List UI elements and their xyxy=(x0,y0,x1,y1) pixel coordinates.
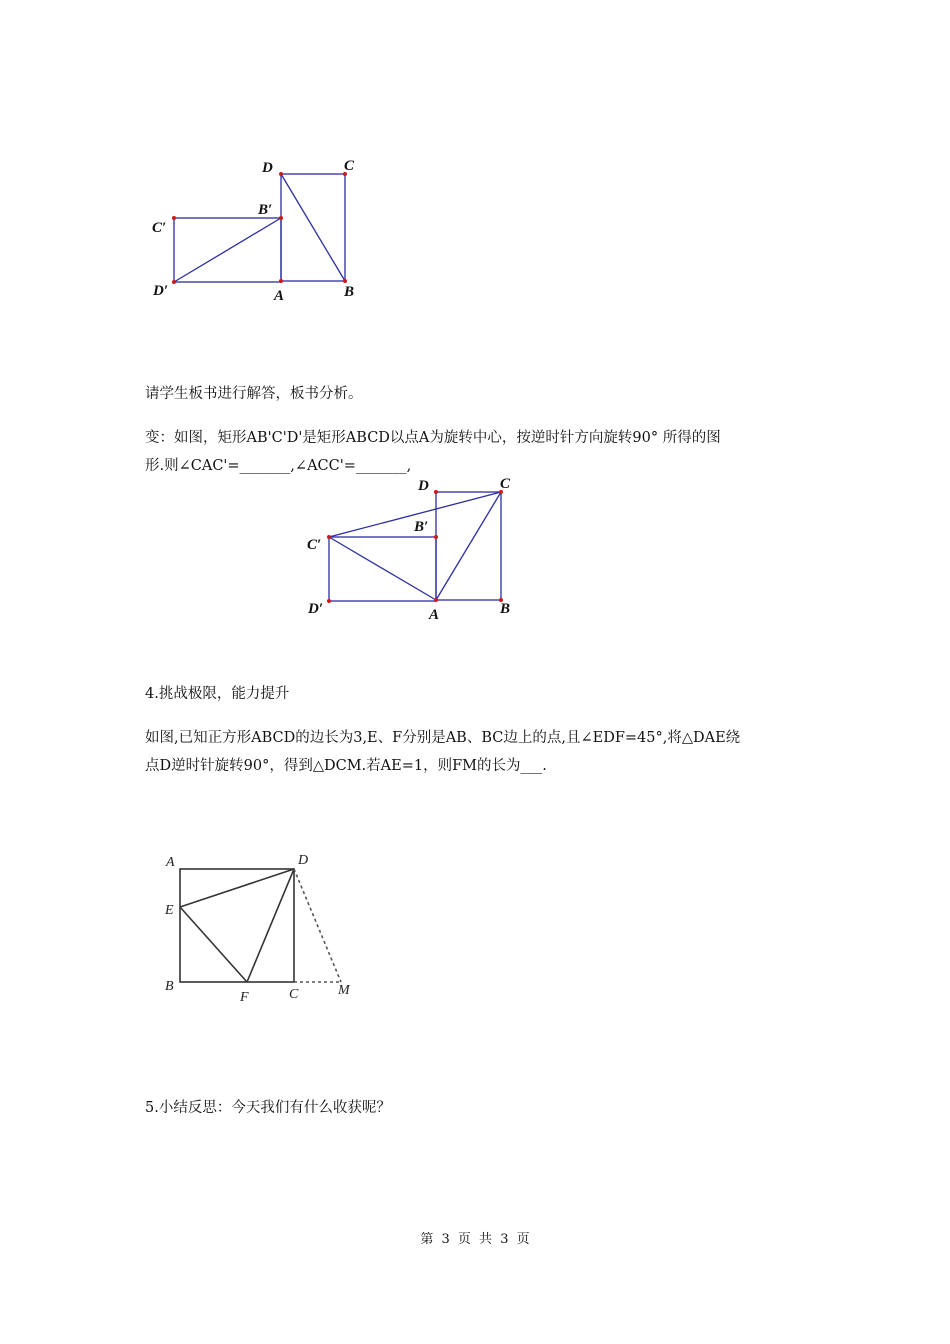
label-d: D xyxy=(298,853,309,868)
label-c: C xyxy=(289,987,299,1002)
label-d-prime: D′ xyxy=(153,283,169,299)
paragraph-student-board: 请学生板书进行解答，板书分析。 xyxy=(145,386,363,402)
label-b-prime: B′ xyxy=(258,202,273,218)
segment-ef xyxy=(180,907,247,982)
diagonal-db xyxy=(281,174,345,281)
page-footer: 第 3 页 共 3 页 xyxy=(420,1232,530,1247)
label-a: A xyxy=(274,288,285,304)
label-b: B xyxy=(500,601,511,617)
figure-1 xyxy=(140,150,380,310)
paragraph-problem-line2: 点D逆时针旋转90°，得到△DCM.若AE=1，则FM的长为___. xyxy=(145,758,547,774)
label-d: D xyxy=(418,478,429,494)
label-b: B xyxy=(344,284,355,300)
label-f: F xyxy=(240,990,249,1005)
segment-c'a xyxy=(329,537,436,600)
label-d: D xyxy=(262,160,273,176)
label-e: E xyxy=(165,903,174,918)
paragraph-variant-line1: 变：如图，矩形AB'C'D'是矩形ABCD以点A为旋转中心，按逆时针方向旋转90° 所得的图 xyxy=(145,430,721,446)
diagonal-d'b' xyxy=(174,218,281,282)
figure-1-diagram xyxy=(140,150,380,310)
figure-3-diagram xyxy=(155,845,365,1005)
label-c: C xyxy=(500,476,511,492)
segment-fd xyxy=(247,869,294,982)
segment-dm xyxy=(294,869,341,982)
paragraph-problem-line1: 如图,已知正方形ABCD的边长为3,E、F分别是AB、BC边上的点,且∠EDF=45°,将△DAE绕 xyxy=(145,730,741,746)
label-d-prime: D′ xyxy=(308,601,324,617)
paragraph-variant-line2: 形.则∠CAC'=_______,∠ACC'=_______, xyxy=(145,458,412,474)
label-c-prime: C′ xyxy=(307,537,322,553)
label-b-prime: B′ xyxy=(414,519,429,535)
label-a: A xyxy=(166,855,175,870)
label-b: B xyxy=(165,979,174,994)
heading-summary: 5.小结反思：今天我们有什么收获呢？ xyxy=(145,1100,391,1116)
label-a: A xyxy=(429,607,440,623)
segment-ac xyxy=(436,492,501,600)
segment-ed xyxy=(180,869,294,907)
label-c: C xyxy=(344,158,355,174)
label-c-prime: C′ xyxy=(152,220,167,236)
figure-3 xyxy=(155,845,365,1005)
figure-2-diagram xyxy=(300,470,530,630)
heading-challenge: 4.挑战极限，能力提升 xyxy=(145,686,290,702)
label-m: M xyxy=(338,983,350,998)
figure-2 xyxy=(300,470,530,630)
